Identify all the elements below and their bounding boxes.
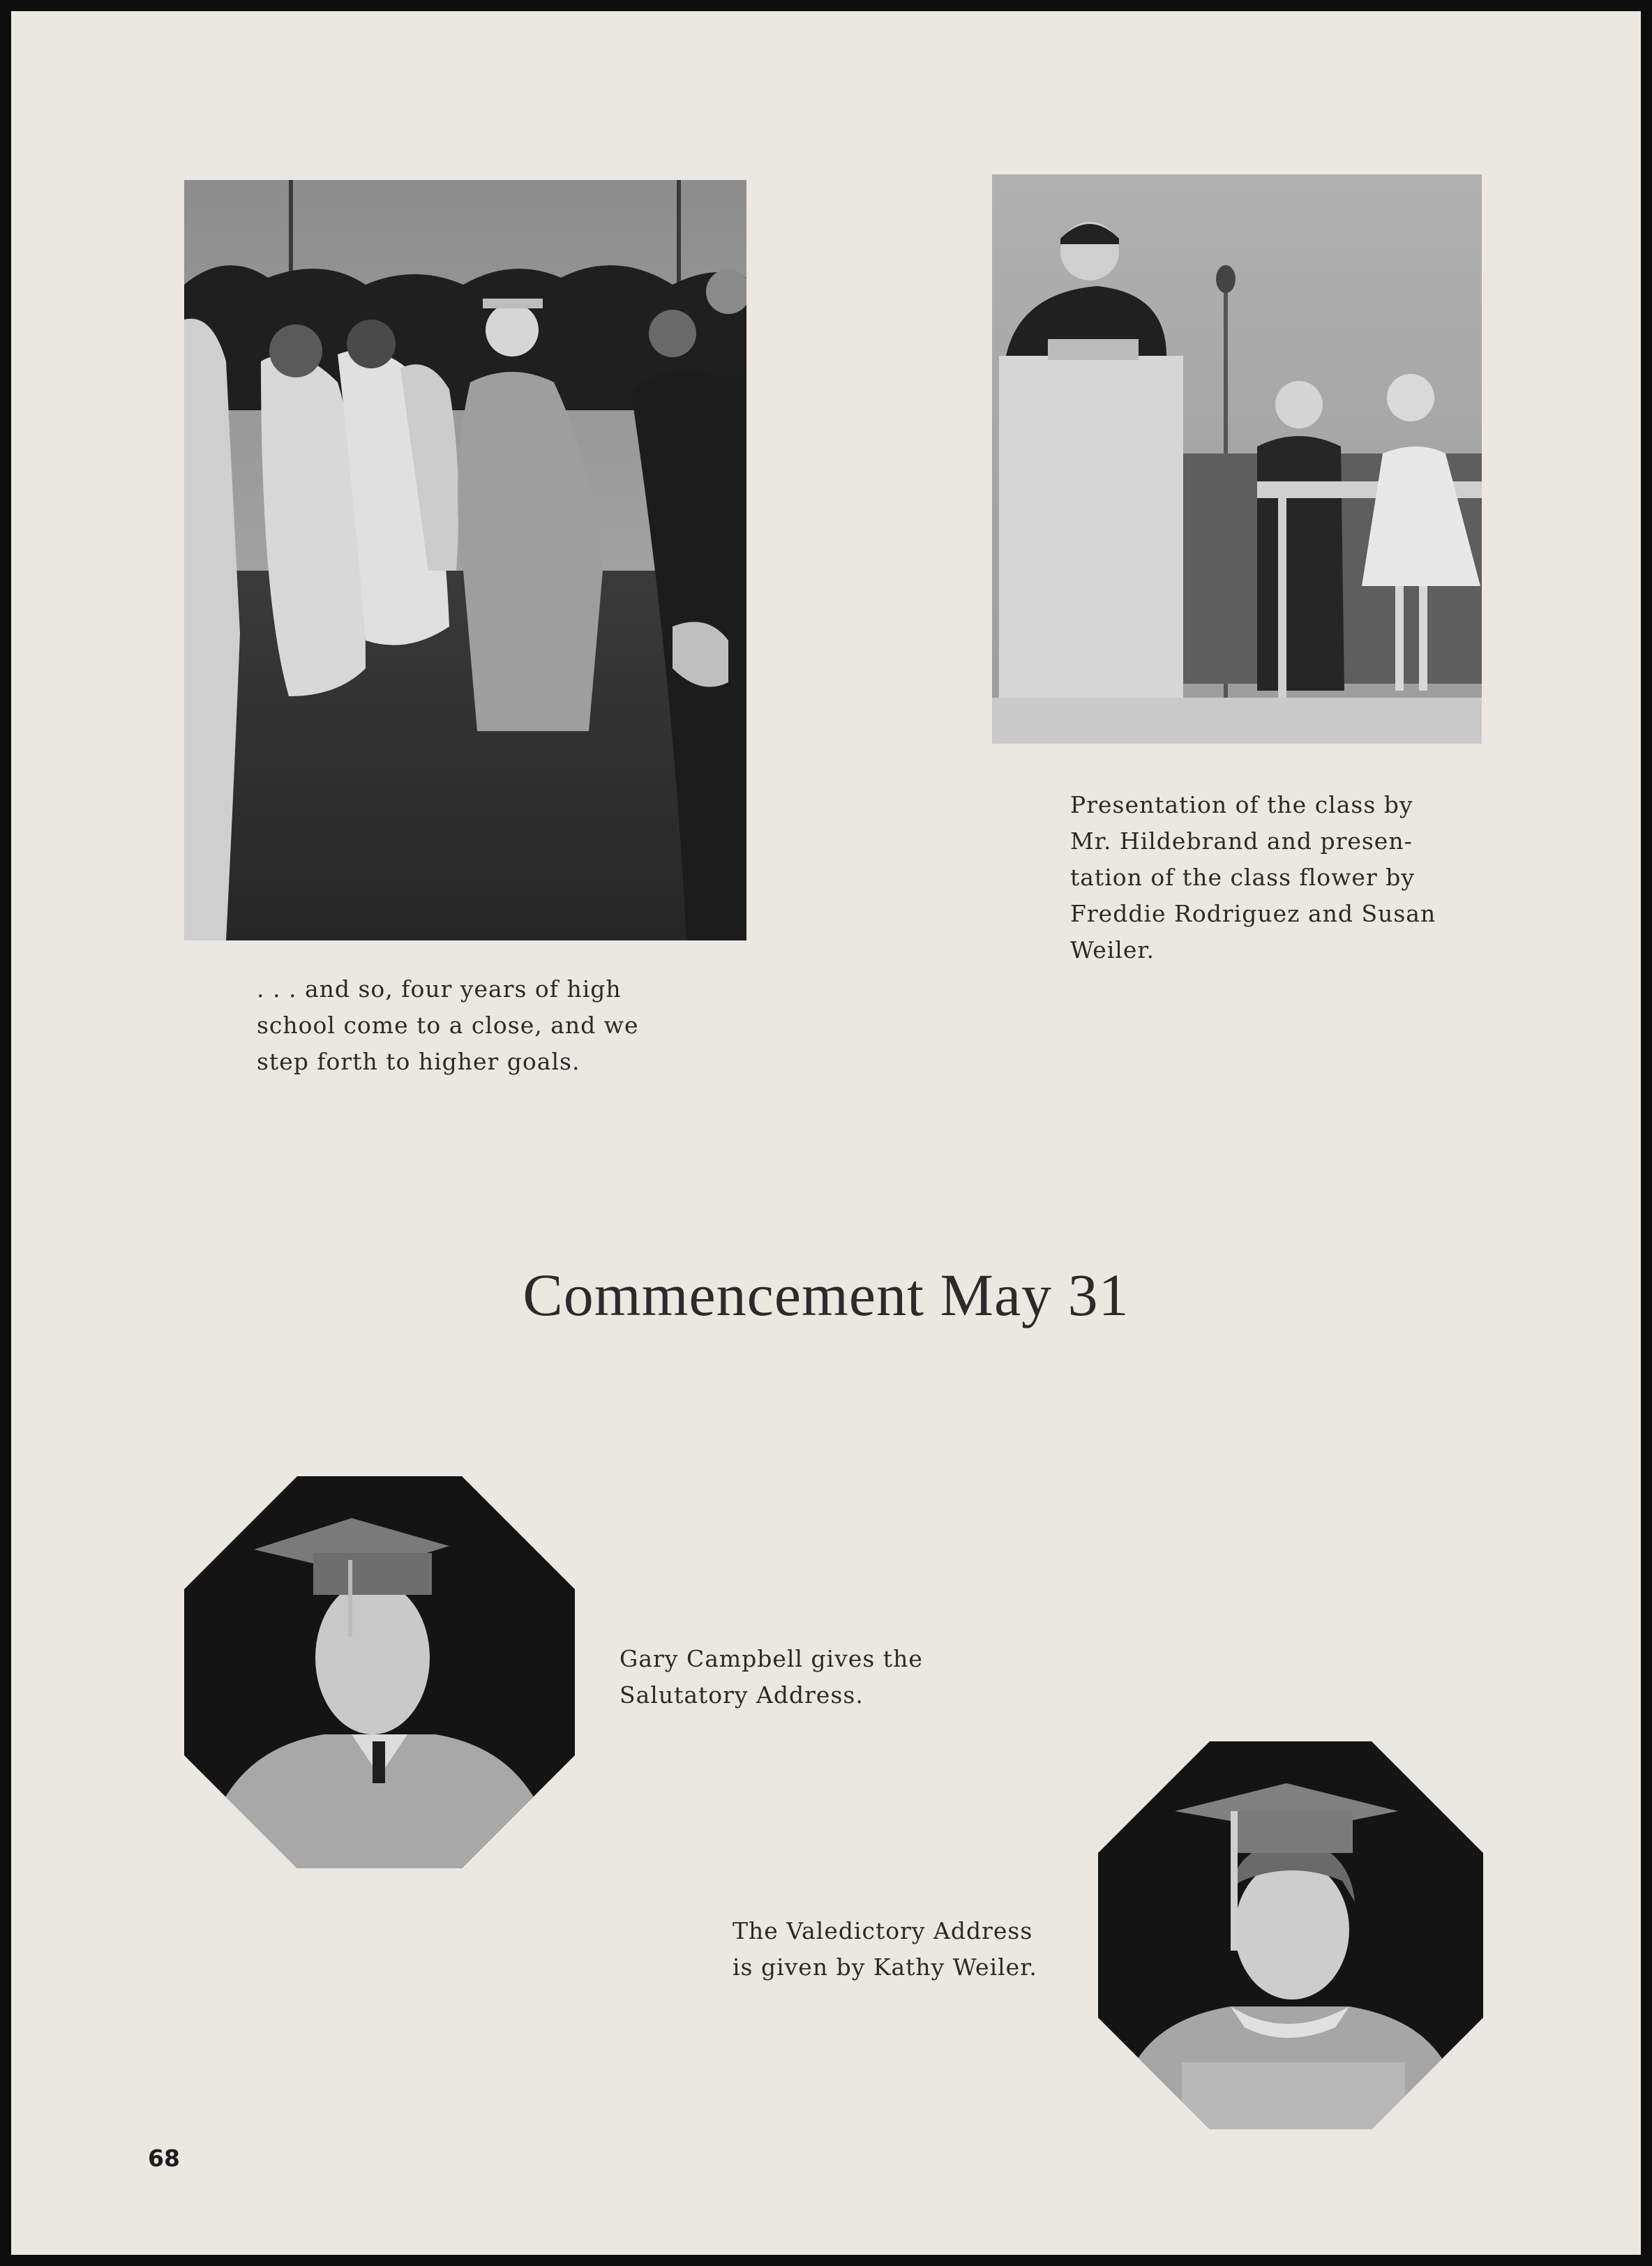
yearbook-page — [11, 11, 1641, 2255]
valedictory-caption: The Valedictory Address is given by Kathy Weiler. — [733, 1917, 1037, 1981]
salutatorian-portrait — [184, 1476, 575, 1868]
presentation-caption: Presentation of the class by Mr. Hildebrand and presen- tation of the class flower by Freddie Rodriguez and Susan Weiler. — [1070, 791, 1436, 963]
page-number: 68 — [148, 2145, 180, 2172]
salutatory-caption: Gary Campbell gives the Salutatory Address. — [620, 1645, 923, 1709]
procession-photo — [184, 180, 746, 940]
procession-caption: . . . and so, four years of high school come to a close, and we step forth to higher goals. — [257, 975, 639, 1075]
presentation-photo — [992, 174, 1482, 744]
valedictorian-portrait — [1098, 1741, 1483, 2129]
page-title: Commencement May 31 — [523, 1261, 1129, 1328]
